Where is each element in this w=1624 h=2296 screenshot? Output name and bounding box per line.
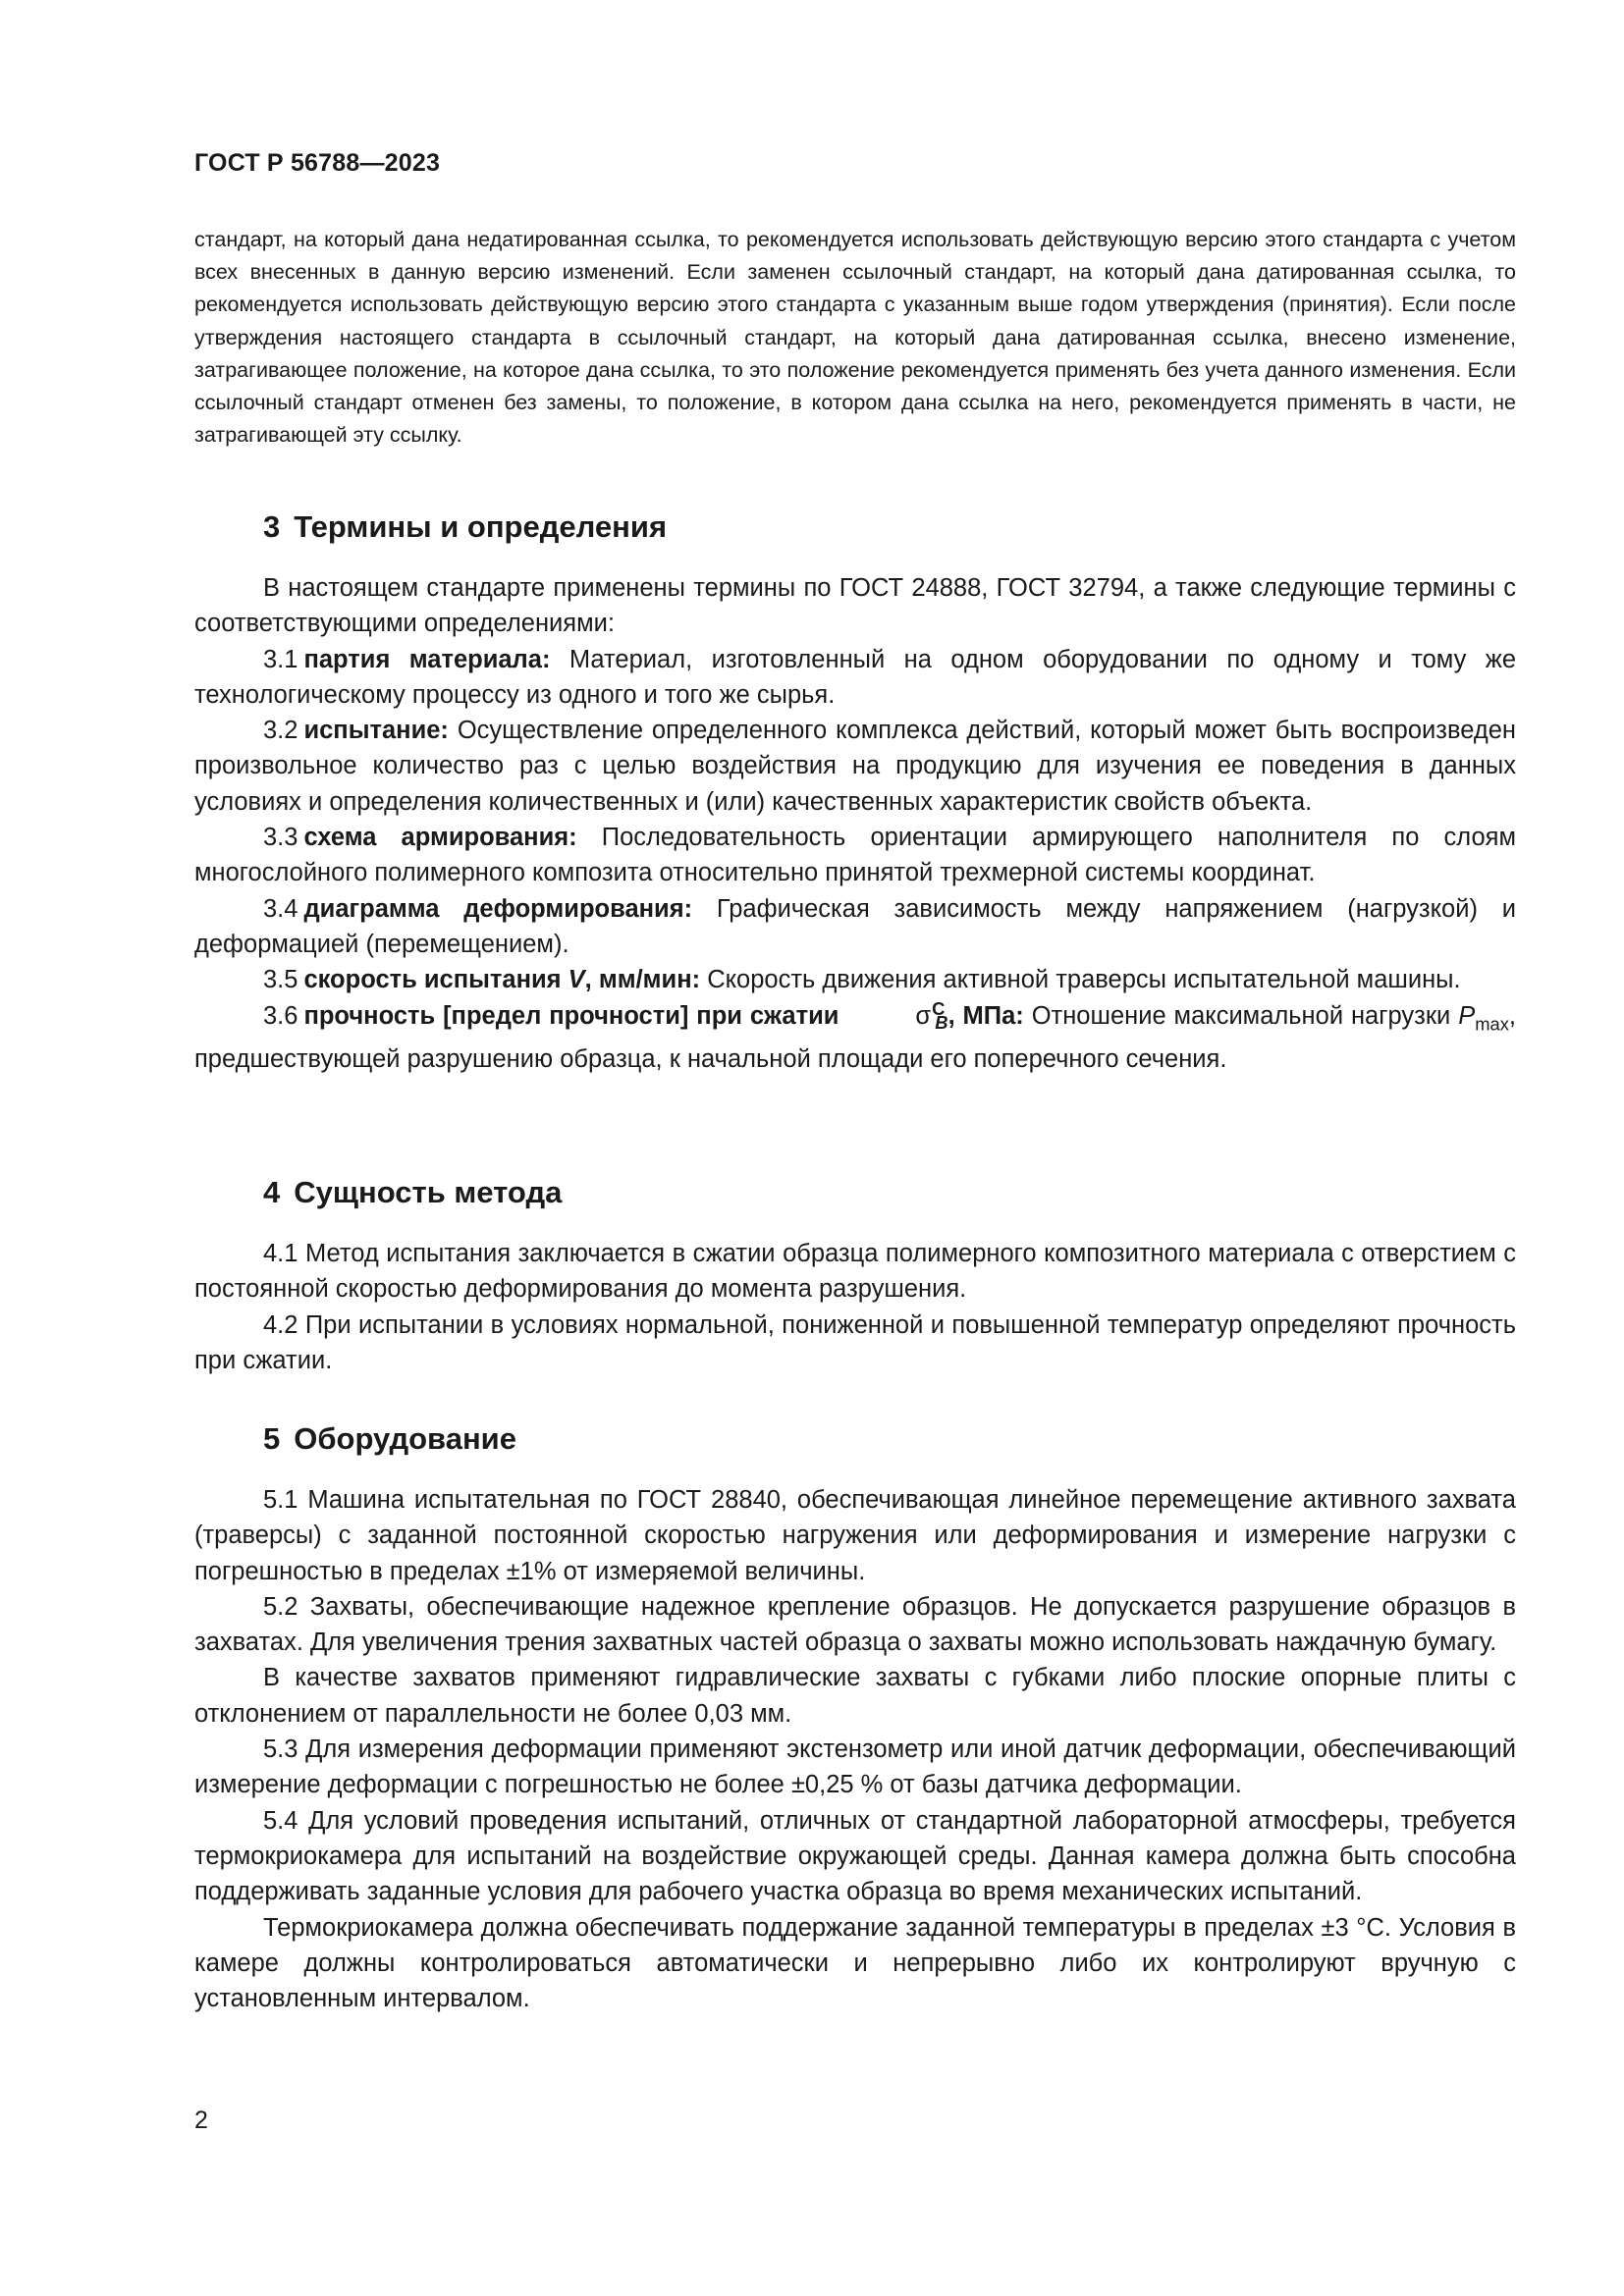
clause-5-2-grips: В качестве захватов применяют гидравлические захваты с губками либо плоские опорные плиты с отклонением от параллельности не более 0,03 мм.	[194, 1664, 1516, 1728]
section-method	[194, 1173, 1516, 1378]
sigma-letter: σ	[915, 1001, 932, 1030]
speed-symbol: V	[568, 966, 585, 994]
sigma-symbol	[846, 998, 947, 1036]
term-3-6	[194, 998, 1516, 1078]
clause-4-2: 4.2 При испытании в условиях нормальной, пониженной и повышенной температур определяют прочность при сжатии.	[194, 1310, 1516, 1374]
term-name-text: прочность [предел прочности] при сжатии	[303, 1001, 839, 1030]
term-name	[303, 966, 700, 993]
section-title: Сущность метода	[294, 1175, 563, 1209]
term-unit: , МПа:	[947, 1001, 1024, 1030]
section-intro-paragraph: В настоящем стандарте применены термины по ГОСТ 24888, ГОСТ 32794, а также следующие термины с соответствующими определениями:	[194, 574, 1516, 638]
page-number: 2	[194, 2107, 208, 2134]
load-symbol: P	[1458, 1001, 1476, 1030]
term-number: 3.3	[263, 824, 298, 852]
term-number: 3.6	[263, 1001, 298, 1030]
section-equipment	[194, 1419, 1516, 2016]
term-name: испытание:	[303, 717, 449, 745]
section-title: Оборудование	[294, 1421, 516, 1456]
section-heading	[263, 1419, 1516, 1459]
clause-5-4-chamber: Термокриокамера должна обеспечивать поддержание заданной температуры в пределах ±3 °C. Условия в камере должны контролироваться автоматически и непрерывно либо их контролируют вручную с установленным интервалом.	[194, 1913, 1516, 2013]
term-3-5	[194, 962, 1516, 997]
term-definition: Скорость движения активной траверсы испытательной машины.	[707, 966, 1461, 994]
section-heading	[263, 1173, 1516, 1212]
clause-5-2: 5.2 Захваты, обеспечивающие надежное крепление образцов. Не допускается разрушение образцов в захватах. Для увеличения трения захватных частей образца о захваты можно использовать наждачную бумагу.	[194, 1592, 1516, 1657]
term-definition-end: , предшествующей разрушению образца, к начальной площади его поперечного сечения.	[194, 1001, 1516, 1074]
term-name: схема армирования:	[303, 824, 577, 852]
section-title: Термины и определения	[294, 509, 668, 544]
term-definition: Графическая зависимость между напряжением (нагрузкой) и деформацией (перемещением).	[194, 894, 1516, 958]
section-number: 3	[263, 509, 281, 544]
term-3-4	[194, 891, 1516, 963]
term-number: 3.4	[263, 894, 298, 923]
section-number: 5	[263, 1421, 281, 1456]
term-name: диаграмма деформирования:	[303, 894, 693, 923]
term-number: 3.2	[263, 717, 298, 745]
term-definition: Последовательность ориентации армирующего наполнителя по слоям многослойного полимерного композита относительно принятой трехмерной системы координат.	[194, 824, 1516, 887]
term-name-text: скорость испытания	[303, 966, 562, 994]
term-name: партия материала:	[303, 645, 551, 673]
term-definition-start: Отношение максимальной нагрузки	[1031, 1001, 1451, 1030]
intro-paragraph: стандарт, на который дана недатированная ссылка, то рекомендуется использовать действующую версию этого стандарта с учетом всех внесенных в данную версию изменений. Если заменен ссылочный стандарт, на который дана датированная ссылка, то рекомендуется использовать действующую версию этого стандарта с указанным выше годом утверждения (принятия). Если после утверждения настоящего стандарта в ссылочный стандарт, на который дана датированная ссылка, внесено изменение, затрагивающее положение, на которое дана ссылка, то это положение рекомендуется применять без учета данного изменения. Если ссылочный стандарт отменен без замены, то положение, в котором дана ссылка на него, рекомендуется применять в части, не затрагивающей эту ссылку.	[194, 228, 1516, 448]
section-number: 4	[263, 1175, 281, 1209]
intro-continuation	[194, 224, 1516, 452]
section-terms	[194, 507, 1516, 1078]
term-definition: Материал, изготовленный на одном оборудовании по одному и тому же технологическому процессу из одного и того же сырья.	[194, 645, 1516, 709]
clause-5-1: 5.1 Машина испытательная по ГОСТ 28840, обеспечивающая линейное перемещение активного захвата (траверсы) с заданной постоянной скоростью нагружения или деформирования и измерение нагрузки с погрешностью в пределах ±1% от измеряемой величины.	[194, 1486, 1516, 1585]
term-unit: , мм/мин:	[584, 966, 701, 994]
term-3-2	[194, 713, 1516, 820]
term-number: 3.5	[263, 966, 298, 994]
clause-5-3: 5.3 Для измерения деформации применяют экстензометр или иной датчик деформации, обеспечивающий измерение деформации с погрешностью не более ±0,25 % от базы датчика деформации.	[194, 1735, 1516, 1799]
load-subscript: max	[1475, 1012, 1509, 1034]
term-3-1	[194, 642, 1516, 714]
standard-code-header: ГОСТ Р 56788—2023	[194, 149, 441, 177]
clause-5-4: 5.4 Для условий проведения испытаний, отличных от стандартной лабораторной атмосферы, требуется термокриокамера для испытаний на воздействие окружающей среды. Данная камера должна быть способна поддерживать заданные условия для рабочего участка образца во время механических испытаний.	[194, 1806, 1516, 1906]
clause-4-1: 4.1 Метод испытания заключается в сжатии образца полимерного композитного материала с отверстием с постоянной скоростью деформирования до момента разрушения.	[194, 1240, 1516, 1304]
term-number: 3.1	[263, 645, 298, 673]
term-definition: Осуществление определенного комплекса действий, который может быть воспроизведен произвольное количество раз с целью воздействия на продукцию для изучения ее поведения в данных условиях и определения количественных и (или) качественных характеристик свойств объекта.	[194, 717, 1516, 816]
term-3-3	[194, 820, 1516, 891]
term-name	[303, 998, 1024, 1034]
section-heading	[263, 507, 1516, 547]
sigma-superscript: C	[932, 998, 946, 1020]
sigma-subscript: B	[935, 1012, 948, 1034]
